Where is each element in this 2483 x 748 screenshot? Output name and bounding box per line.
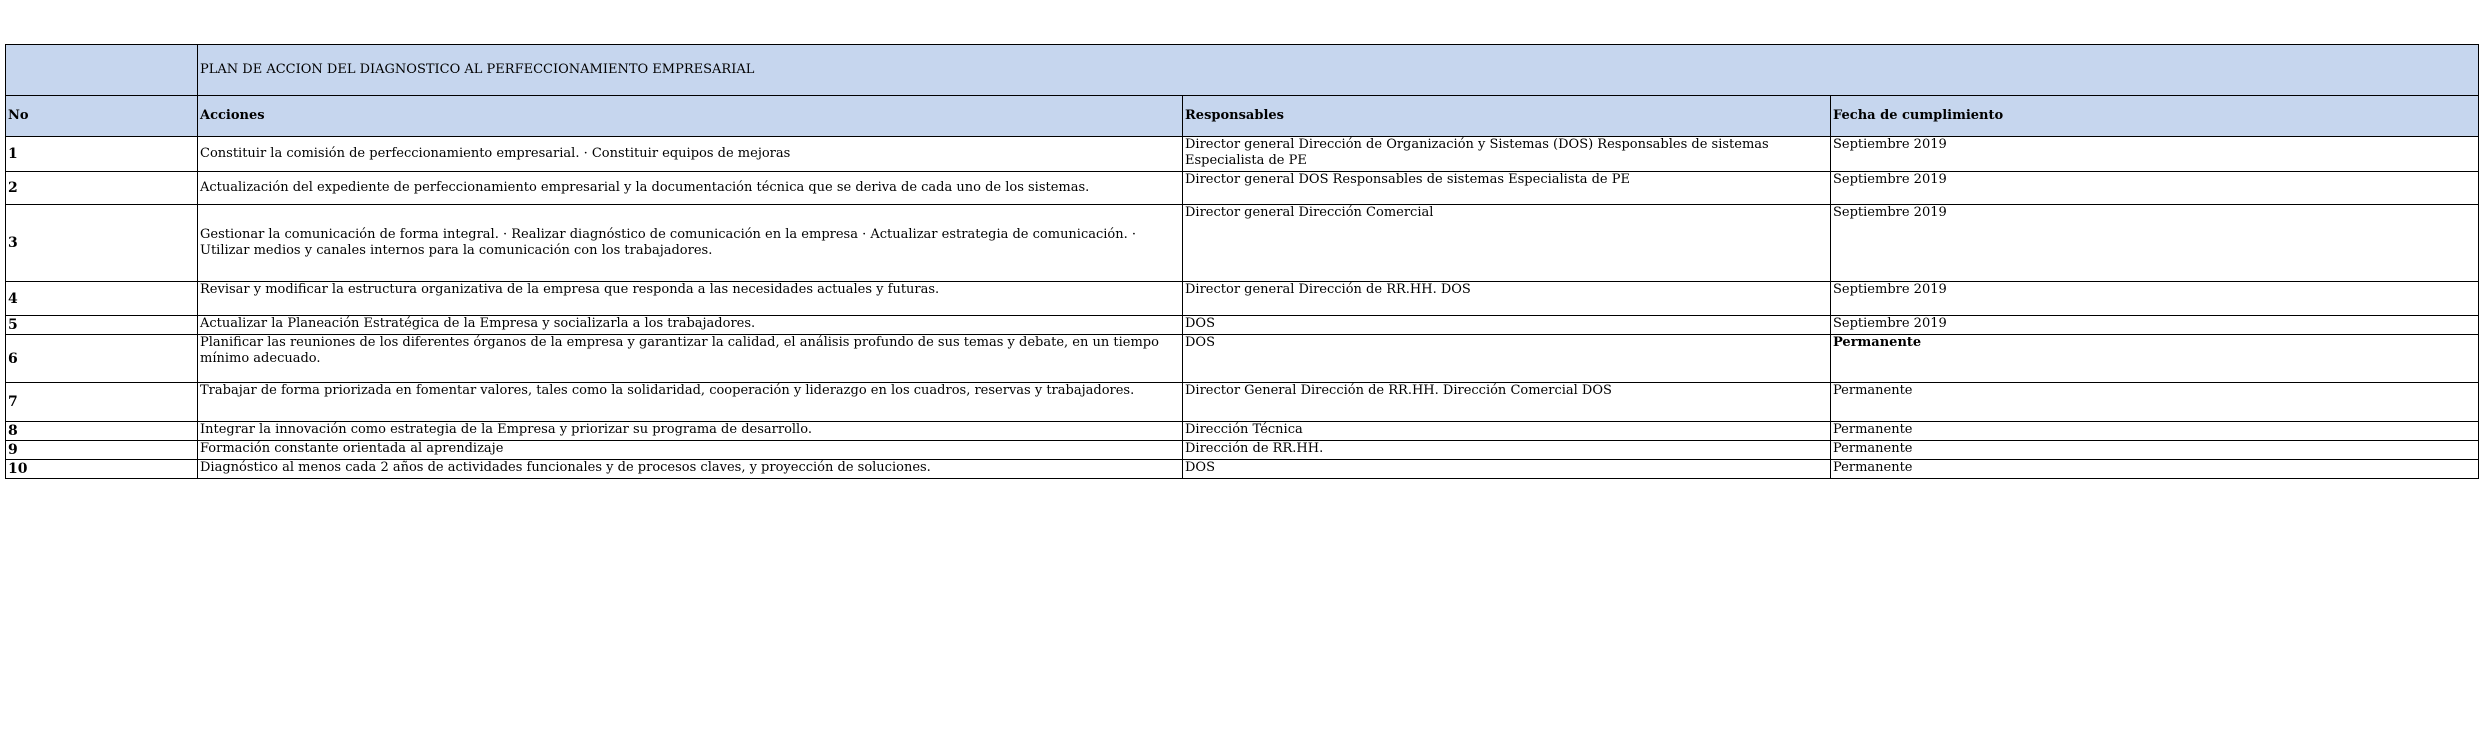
row-acciones[interactable]: Formación constante orientada al aprendizaje <box>198 441 1183 460</box>
table-row <box>6 383 2479 422</box>
header-acciones[interactable]: Acciones <box>198 96 1183 137</box>
table-row <box>6 422 2479 441</box>
row-acciones[interactable]: Integrar la innovación como estrategia de la Empresa y priorizar su programa de desarrollo. <box>198 422 1183 441</box>
row-number[interactable]: 9 <box>6 441 198 460</box>
row-fecha[interactable]: Permanente <box>1831 441 2479 460</box>
action-plan-sheet <box>5 44 2478 479</box>
table-title[interactable]: PLAN DE ACCION DEL DIAGNOSTICO AL PERFECCIONAMIENTO EMPRESARIAL <box>198 45 2479 96</box>
header-row <box>6 96 2479 137</box>
row-responsables[interactable]: DOS <box>1183 335 1831 383</box>
header-no[interactable]: No <box>6 96 198 137</box>
row-number[interactable]: 7 <box>6 383 198 422</box>
row-number[interactable]: 4 <box>6 282 198 316</box>
row-fecha[interactable]: Septiembre 2019 <box>1831 172 2479 205</box>
row-responsables[interactable]: Director general Dirección de Organización y Sistemas (DOS) Responsables de sistemas Especialista de PE <box>1183 137 1831 172</box>
row-number[interactable]: 2 <box>6 172 198 205</box>
header-responsables[interactable]: Responsables <box>1183 96 1831 137</box>
row-responsables[interactable]: Dirección de RR.HH. <box>1183 441 1831 460</box>
table-row <box>6 460 2479 479</box>
header-fecha[interactable]: Fecha de cumplimiento <box>1831 96 2479 137</box>
row-responsables[interactable]: DOS <box>1183 460 1831 479</box>
row-responsables[interactable]: Director general DOS Responsables de sistemas Especialista de PE <box>1183 172 1831 205</box>
action-plan-table <box>5 44 2479 479</box>
row-fecha[interactable]: Septiembre 2019 <box>1831 137 2479 172</box>
row-responsables[interactable]: DOS <box>1183 316 1831 335</box>
row-number[interactable]: 3 <box>6 205 198 282</box>
row-fecha[interactable]: Septiembre 2019 <box>1831 316 2479 335</box>
row-fecha[interactable]: Permanente <box>1831 335 2479 383</box>
row-responsables[interactable]: Director general Dirección Comercial <box>1183 205 1831 282</box>
table-row <box>6 205 2479 282</box>
row-acciones[interactable]: Trabajar de forma priorizada en fomentar valores, tales como la solidaridad, cooperación y liderazgo en los cuadros, reservas y trabajadores. <box>198 383 1183 422</box>
row-fecha[interactable]: Septiembre 2019 <box>1831 205 2479 282</box>
row-acciones[interactable]: Diagnóstico al menos cada 2 años de actividades funcionales y de procesos claves, y proyección de soluciones. <box>198 460 1183 479</box>
title-blank-cell[interactable] <box>6 45 198 96</box>
table-row <box>6 316 2479 335</box>
row-fecha[interactable]: Permanente <box>1831 383 2479 422</box>
row-fecha[interactable]: Permanente <box>1831 460 2479 479</box>
row-acciones[interactable]: Actualizar la Planeación Estratégica de la Empresa y socializarla a los trabajadores. <box>198 316 1183 335</box>
row-acciones[interactable]: Revisar y modificar la estructura organizativa de la empresa que responda a las necesidades actuales y futuras. <box>198 282 1183 316</box>
row-number[interactable]: 8 <box>6 422 198 441</box>
row-fecha[interactable]: Permanente <box>1831 422 2479 441</box>
row-responsables[interactable]: Dirección Técnica <box>1183 422 1831 441</box>
row-acciones[interactable]: Gestionar la comunicación de forma integral. · Realizar diagnóstico de comunicación en la empresa · Actualizar estrategia de comunicación. · Utilizar medios y canales internos para la comunicación con los trabajadores. <box>198 205 1183 282</box>
row-number[interactable]: 10 <box>6 460 198 479</box>
title-row <box>6 45 2479 96</box>
row-number[interactable]: 5 <box>6 316 198 335</box>
row-number[interactable]: 1 <box>6 137 198 172</box>
row-responsables[interactable]: Director General Dirección de RR.HH. Dirección Comercial DOS <box>1183 383 1831 422</box>
row-responsables[interactable]: Director general Dirección de RR.HH. DOS <box>1183 282 1831 316</box>
row-fecha[interactable]: Septiembre 2019 <box>1831 282 2479 316</box>
row-acciones[interactable]: Planificar las reuniones de los diferentes órganos de la empresa y garantizar la calidad, el análisis profundo de sus temas y debate, en un tiempo mínimo adecuado. <box>198 335 1183 383</box>
row-number[interactable]: 6 <box>6 335 198 383</box>
row-acciones[interactable]: Actualización del expediente de perfeccionamiento empresarial y la documentación técnica que se deriva de cada uno de los sistemas. <box>198 172 1183 205</box>
table-row <box>6 172 2479 205</box>
table-row <box>6 282 2479 316</box>
table-row <box>6 441 2479 460</box>
row-acciones[interactable]: Constituir la comisión de perfeccionamiento empresarial. · Constituir equipos de mejoras <box>198 137 1183 172</box>
table-row <box>6 335 2479 383</box>
table-row <box>6 137 2479 172</box>
